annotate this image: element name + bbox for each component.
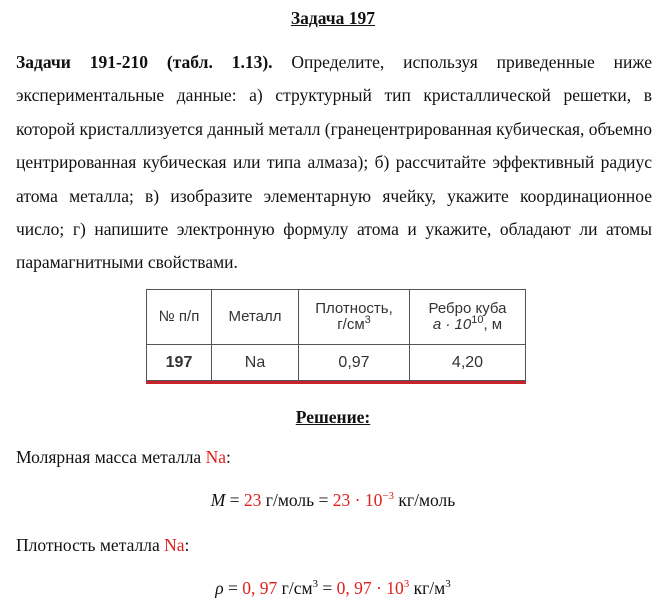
problem-lead: Задачи 191-210 (табл. 1.13). bbox=[16, 52, 273, 72]
molar-mass-label: Молярная масса металла Na: bbox=[16, 447, 231, 467]
header-number: № п/п bbox=[147, 290, 212, 345]
page-title: Задача 197 bbox=[290, 8, 376, 28]
header-cube-edge: Ребро куба $a \cdot 10^{10}$, м bbox=[410, 290, 526, 345]
density-label: Плотность металла Na: bbox=[16, 535, 190, 555]
metal-symbol: Na bbox=[205, 447, 226, 467]
header-metal: Металл bbox=[212, 290, 299, 345]
molar-mass-formula: M = 23 г/моль = $23 \cdot 10^{-3}$ кг/моль bbox=[210, 490, 456, 510]
table-header-row bbox=[147, 290, 526, 345]
data-table bbox=[146, 289, 526, 384]
problem-text: Определите, используя приведенные ниже экспериментальные данные: а) структурный тип кристаллической решетки, в которой кристаллизуется данный металл (гранецентрированная кубическая, объемно центрированная кубическая или типа алмаза); б) рассчитайте эффективный радиус атома металла; в) изобразите элементарную ячейку, укажите координационное число; г) напишите электронную формулу атома и укажите, обладают ли атомы парамагнитными свойствами. bbox=[16, 52, 652, 273]
cell-cube-edge: 4,20 bbox=[410, 345, 526, 381]
cell-metal: Na bbox=[212, 345, 299, 381]
problem-statement bbox=[16, 46, 652, 280]
table-accent-rule bbox=[146, 381, 526, 384]
cell-number: 197 bbox=[147, 345, 212, 381]
table-row bbox=[147, 345, 526, 381]
header-density: Плотность, $г/см^3$ bbox=[299, 290, 410, 345]
cell-density: 0,97 bbox=[299, 345, 410, 381]
metal-symbol: Na bbox=[164, 535, 185, 555]
density-formula: ρ = 0, 97 $г/см^3 = 0$, $97 \cdot 10^3$ $кг/м^3$ bbox=[215, 578, 451, 598]
solution-heading: Решение: bbox=[295, 407, 371, 427]
